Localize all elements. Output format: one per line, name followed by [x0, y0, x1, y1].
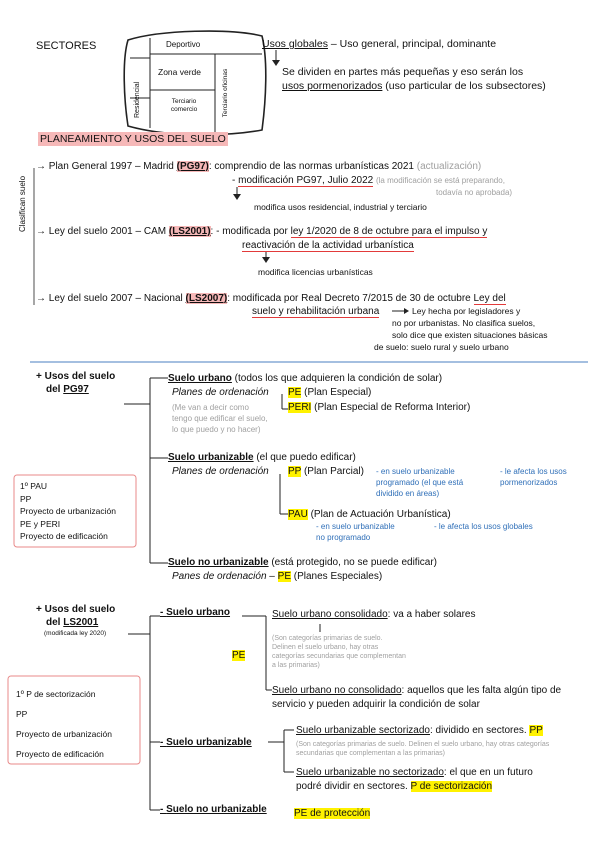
ls2001-usos-title-1: + Usos del suelo: [36, 604, 116, 615]
map-terciario-oficinas: Terciario oficinas: [222, 68, 229, 118]
ls2001-consolidado: Suelo urbano consolidado: va a haber solares: [272, 609, 476, 620]
ls2007-line: → Ley del suelo 2007 – Nacional (LS2007): modificada por Real Decreto 7/2015 de 30 de octubre Ley del: [36, 293, 506, 304]
ls2001-no-consolidado: Suelo urbano no consolidado: aquellos que les falta algún tipo de: [272, 685, 562, 696]
pg97-mod-line: - modificación PG97, Julio 2022 (la modificación se está preparando,: [232, 175, 505, 186]
map-residencial: Residencial: [134, 81, 141, 118]
map-terciario-comercio: Terciario comercio: [170, 98, 198, 113]
ls2001-urbano-pe: PE: [232, 650, 246, 661]
pg97-pau-note: - en suelo urbanizable no programado: [316, 522, 395, 542]
side-label-clasifican: Clasifican suelo: [18, 175, 27, 232]
ls2001-urbano-note: (Son categorías primarias de suelo. Delinen el suelo urbano, hay otras categorías secundarias que complementan a las primarias): [272, 635, 406, 669]
pg97-urbano-line: Suelo urbano (todos los que adquieren la condición de solar): [168, 373, 443, 384]
ls2001-urbano-label: - Suelo urbano: [160, 607, 231, 618]
pg97-urbanizable-line: Suelo urbanizable (el que puedo edificar): [168, 452, 356, 463]
ls2001-order-box: 1º P de sectorización PP Proyecto de urbanización Proyecto de edificación: [16, 689, 112, 759]
pg97-result: modifica usos residencial, industrial y terciario: [254, 202, 427, 212]
pg97-line: → Plan General 1997 – Madrid (PG97): comprendio de las normas urbanísticas 2021 (actualización): [36, 161, 482, 172]
map-deportivo: Deportivo: [166, 40, 201, 49]
ls2001-usos-title-2: del LS2001: [46, 617, 99, 628]
pg97-mod-note-2: todavía no aprobada): [436, 188, 513, 197]
pg97-urbano-note: (Me van a decir como tengo que edificar el suelo, lo que puedo y no hacer): [172, 403, 268, 434]
map-zona-verde: Zona verde: [158, 67, 201, 77]
pg97-urbanizable-planes: Planes de ordenación: [172, 466, 269, 477]
ls2007-note-3: solo dice que existen situaciones básicas: [392, 330, 548, 340]
ls2001-no-sectorizado: Suelo urbanizable no sectorizado: el que en un futuro: [296, 767, 533, 778]
pg97-pau: PAU (Plan de Actuación Urbanística): [288, 509, 451, 520]
ls2001-urbanizable-label: - Suelo urbanizable: [160, 737, 252, 748]
ls2007-note-1: Ley hecha por legisladores y: [412, 306, 521, 316]
ls2001-sectorizado: Suelo urbanizable sectorizado: dividido en sectores. PP: [296, 725, 543, 736]
pg97-order-box: 1º PAU PP Proyecto de urbanización PE y PERI Proyecto de edificación: [20, 481, 116, 541]
pg97-urbano-peri: PERI (Plan Especial de Reforma Interior): [288, 402, 471, 413]
ls2007-law-2: suelo y rehabilitación urbana: [252, 306, 380, 317]
pg97-pau-note-2: - le afecta los usos globales: [434, 522, 533, 531]
ls2001-no-urbanizable-label: - Suelo no urbanizable: [160, 804, 267, 815]
pg97-usos-title-2: del PG97: [46, 384, 89, 395]
sectores-title: SECTORES: [36, 40, 97, 52]
pg97-urbano-pe: PE (Plan Especial): [288, 387, 372, 398]
ls2001-no-sectorizado-2: podré dividir en sectores. P de sectorización: [296, 781, 493, 792]
pg97-pp-note: - en suelo urbanizable programado (el que está dividido en áreas): [376, 467, 464, 498]
ls2001-no-consolidado-2: servicio y pueden adquirir la condición de solar: [272, 699, 480, 710]
ls2001-usos-title-note: (modificada ley 2020): [44, 630, 107, 637]
usos-globales-line: Usos globales – Uso general, principal, dominante: [262, 38, 497, 50]
ls2001-urbanizable-note: (Son categorías primarias de suelo. Delinen el suelo urbano, hay otras categorías secundarias que complementan a las primarias): [296, 741, 550, 757]
ls2001-line: → Ley del suelo 2001 – CAM (LS2001): - modificada por ley 1/2020 de 8 de octubre para el impulso y: [36, 226, 488, 237]
pg97-usos-title-1: + Usos del suelo: [36, 371, 116, 382]
ls2001-no-urbanizable-pe: PE de protección: [294, 808, 371, 819]
dividen-line-1: Se dividen en partes más pequeñas y eso serán los: [282, 66, 524, 78]
pg97-pp-note-2: - le afecta los usos pormenorizados: [500, 467, 567, 487]
pg97-pp: PP (Plan Parcial): [288, 466, 364, 477]
pg97-no-urbanizable-line: Suelo no urbanizable (está protegido, no se puede edificar): [168, 557, 438, 568]
ls2007-note-4: de suelo: suelo rural y suelo urbano: [374, 342, 509, 352]
pg97-urbano-planes: Planes de ordenación: [172, 387, 269, 398]
pg97-no-urbanizable-planes: Panes de ordenación – PE (Planes Especiales): [172, 571, 383, 582]
dividen-line-2: usos pormenorizados (uso particular de los subsectores): [282, 80, 546, 92]
ls2001-result: modifica licencias urbanísticas: [258, 267, 373, 277]
planeamiento-heading: PLANEAMIENTO Y USOS DEL SUELO: [40, 133, 226, 145]
ls2007-note-2: no por urbanistas. No clasifica suelos,: [392, 318, 536, 328]
ls2001-law-2: reactivación de la actividad urbanística: [242, 240, 414, 251]
